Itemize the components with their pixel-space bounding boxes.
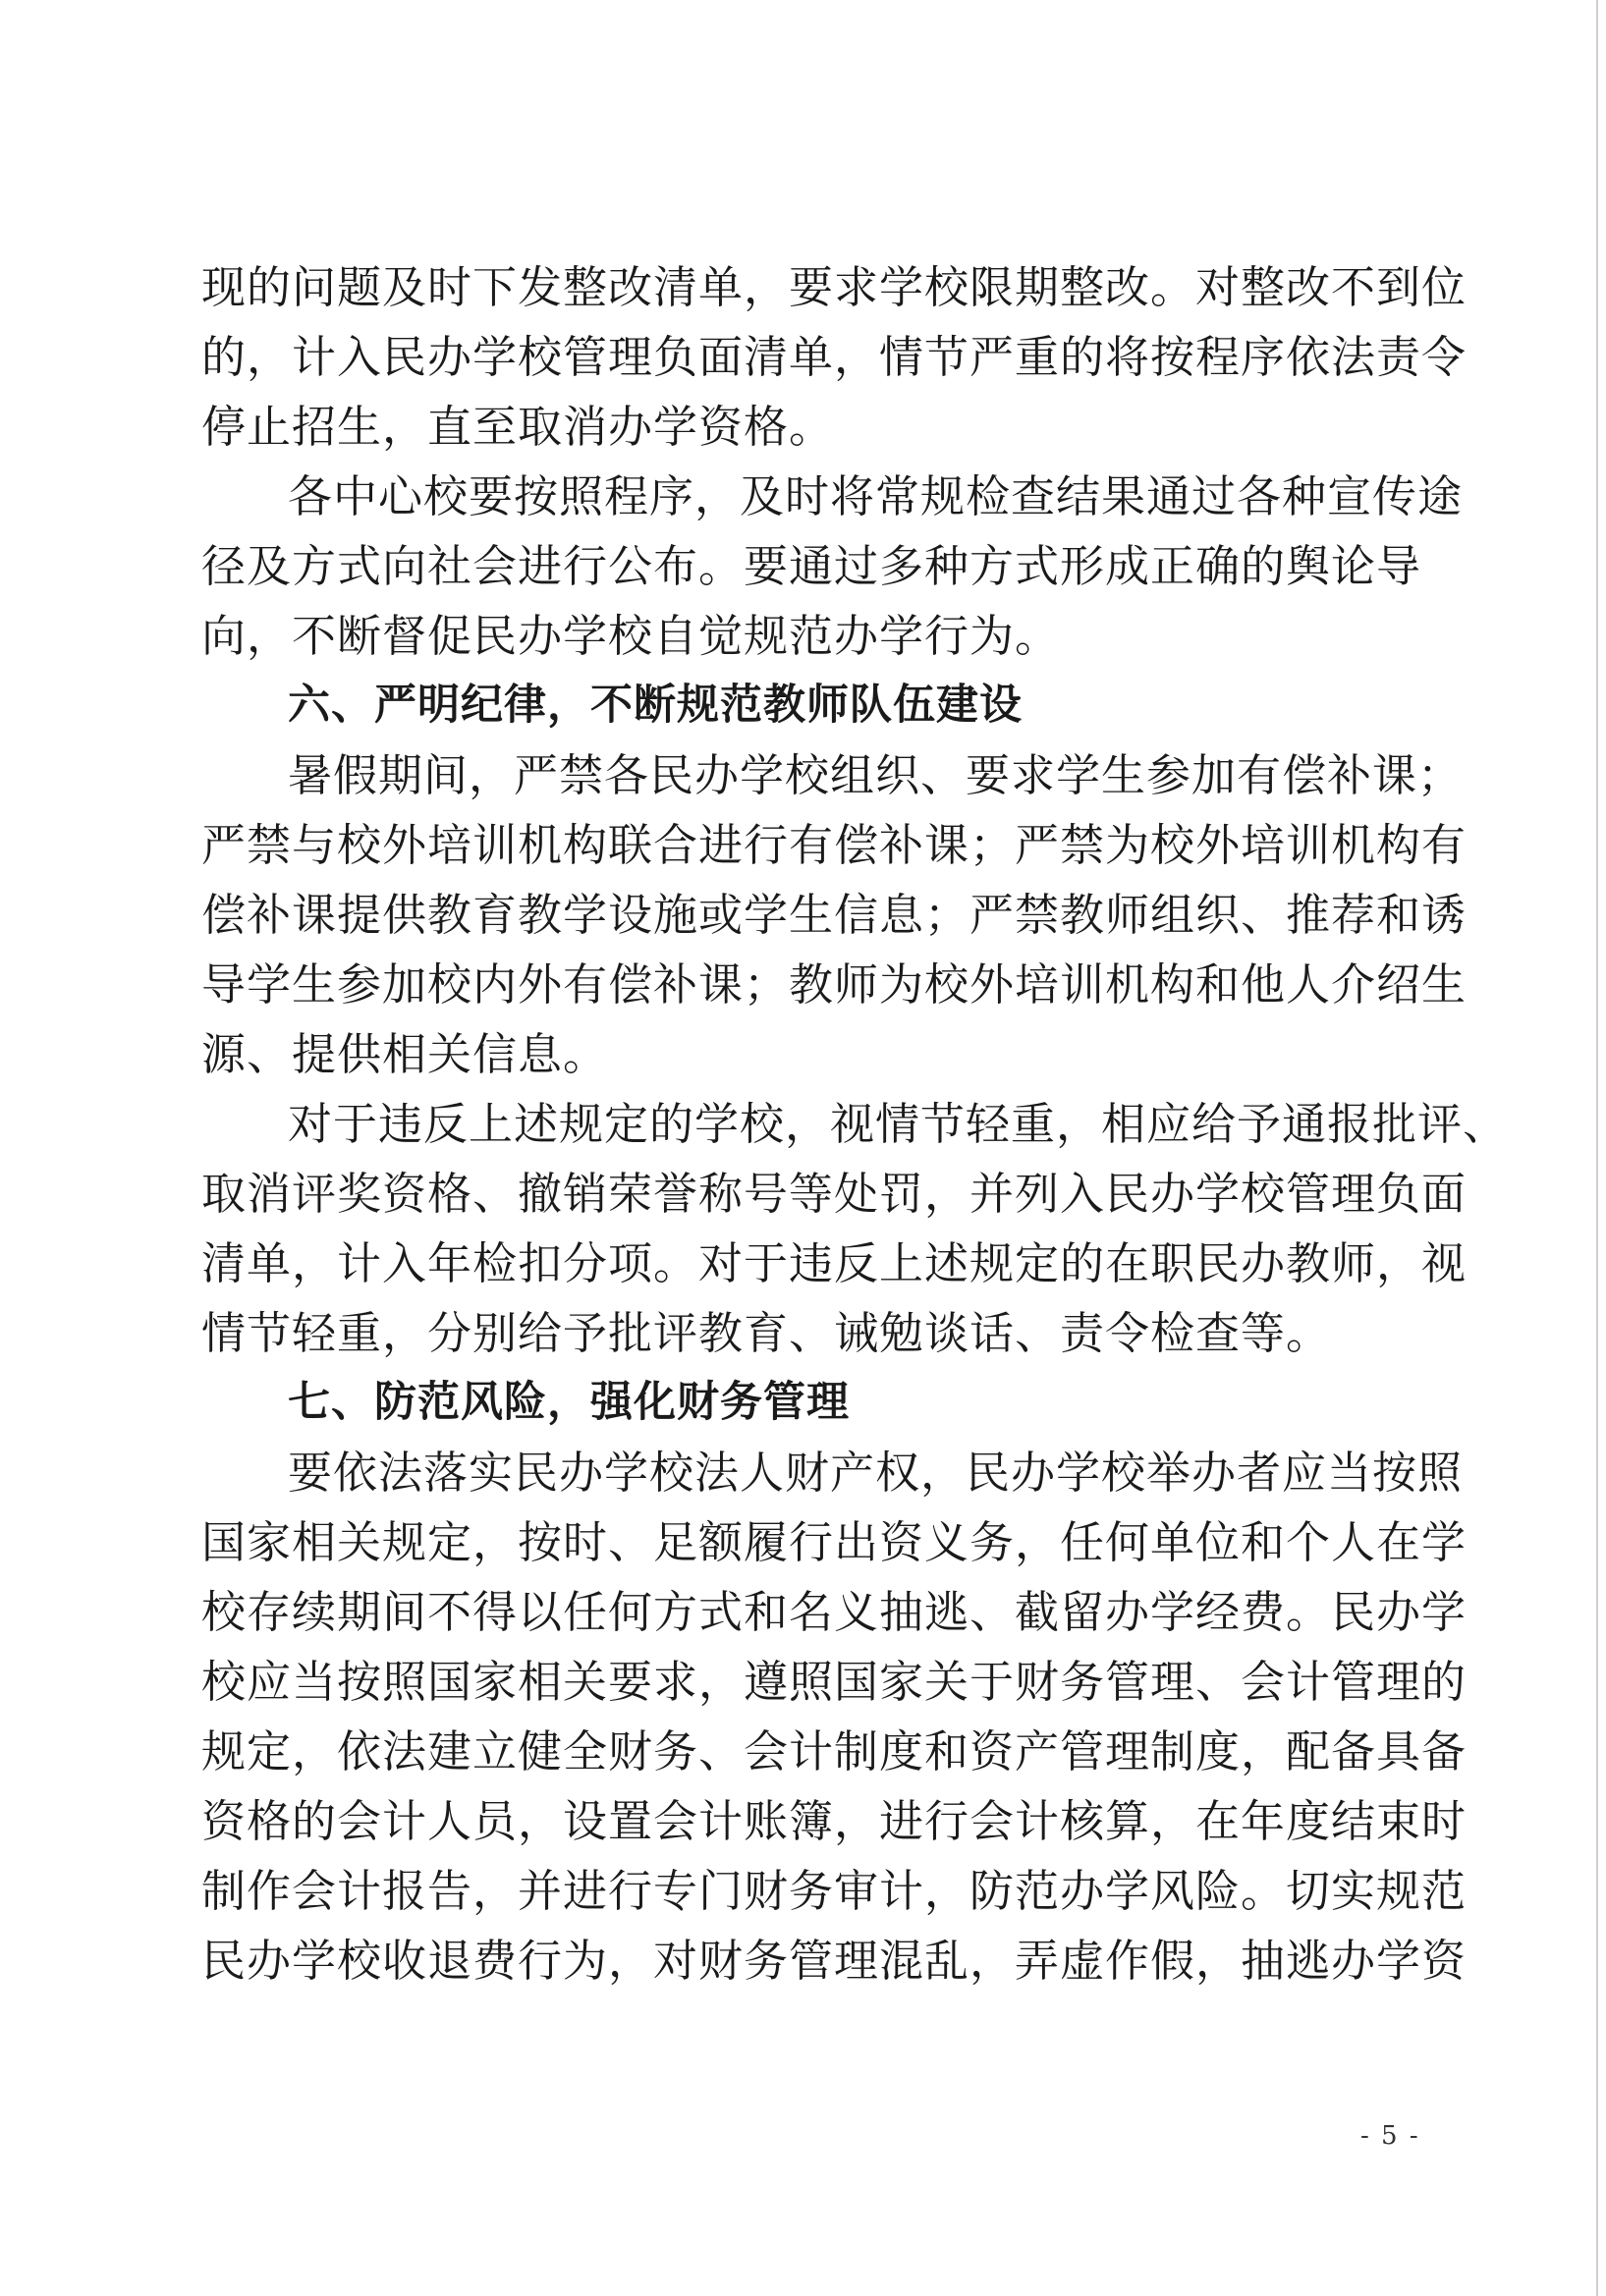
- paragraph-line: 偿补课提供教育教学设施或学生信息；严禁教师组织、推荐和诱: [201, 889, 1468, 941]
- page-number: - 5 -: [1360, 2121, 1420, 2151]
- paragraph-line: 情节轻重，分别给予批评教育、诫勉谈话、责令检查等。: [201, 1307, 1332, 1359]
- paragraph-line: 暑假期间，严禁各民办学校组织、要求学生参加有偿补课；: [288, 749, 1464, 801]
- paragraph-line: 现的问题及时下发整改清单，要求学校限期整改。对整改不到位: [201, 261, 1468, 313]
- paragraph-line: 校应当按照国家相关要求，遵照国家关于财务管理、会计管理的: [201, 1656, 1468, 1708]
- paragraph-line: 源、提供相关信息。: [201, 1028, 609, 1080]
- paragraph-line: 径及方式向社会进行公布。要通过多种方式形成正确的舆论导: [201, 540, 1422, 592]
- paragraph-line: 国家相关规定，按时、足额履行出资义务，任何单位和个人在学: [201, 1516, 1468, 1568]
- paragraph-line: 规定，依法建立健全财务、会计制度和资产管理制度，配备具备: [201, 1725, 1468, 1777]
- section-heading: 七、防范风险，强化财务管理: [288, 1378, 850, 1427]
- paragraph-line: 要依法落实民办学校法人财产权，民办学校举办者应当按照: [288, 1447, 1464, 1499]
- paragraph-line: 资格的会计人员，设置会计账簿，进行会计核算，在年度结束时: [201, 1795, 1468, 1847]
- scan-edge-line: [1596, 0, 1598, 2296]
- paragraph-line: 向，不断督促民办学校自觉规范办学行为。: [201, 610, 1061, 662]
- paragraph-line: 制作会计报告，并进行专门财务审计，防范办学风险。切实规范: [201, 1865, 1468, 1917]
- paragraph-line: 取消评奖资格、撤销荣誉称号等处罚，并列入民办学校管理负面: [201, 1168, 1468, 1220]
- paragraph-line: 停止招生，直至取消办学资格。: [201, 401, 835, 453]
- paragraph-line: 对于违反上述规定的学校，视情节轻重，相应给予通报批评、: [288, 1098, 1509, 1150]
- paragraph-line: 的，计入民办学校管理负面清单，情节严重的将按程序依法责令: [201, 331, 1468, 383]
- section-heading: 六、严明纪律，不断规范教师队伍建设: [288, 681, 1023, 730]
- paragraph-line: 校存续期间不得以任何方式和名义抽逃、截留办学经费。民办学: [201, 1586, 1468, 1638]
- document-body: [201, 255, 1509, 1998]
- paragraph-line: 清单，计入年检扣分项。对于违反上述规定的在职民办教师，视: [201, 1237, 1468, 1289]
- paragraph-line: 严禁与校外培训机构联合进行有偿补课；严禁为校外培训机构有: [201, 819, 1468, 871]
- paragraph-line: 导学生参加校内外有偿补课；教师为校外培训机构和他人介绍生: [201, 958, 1468, 1011]
- paragraph-line: 各中心校要按照程序，及时将常规检查结果通过各种宣传途: [288, 470, 1464, 522]
- paragraph-line: 民办学校收退费行为，对财务管理混乱，弄虚作假，抽逃办学资: [201, 1935, 1468, 1987]
